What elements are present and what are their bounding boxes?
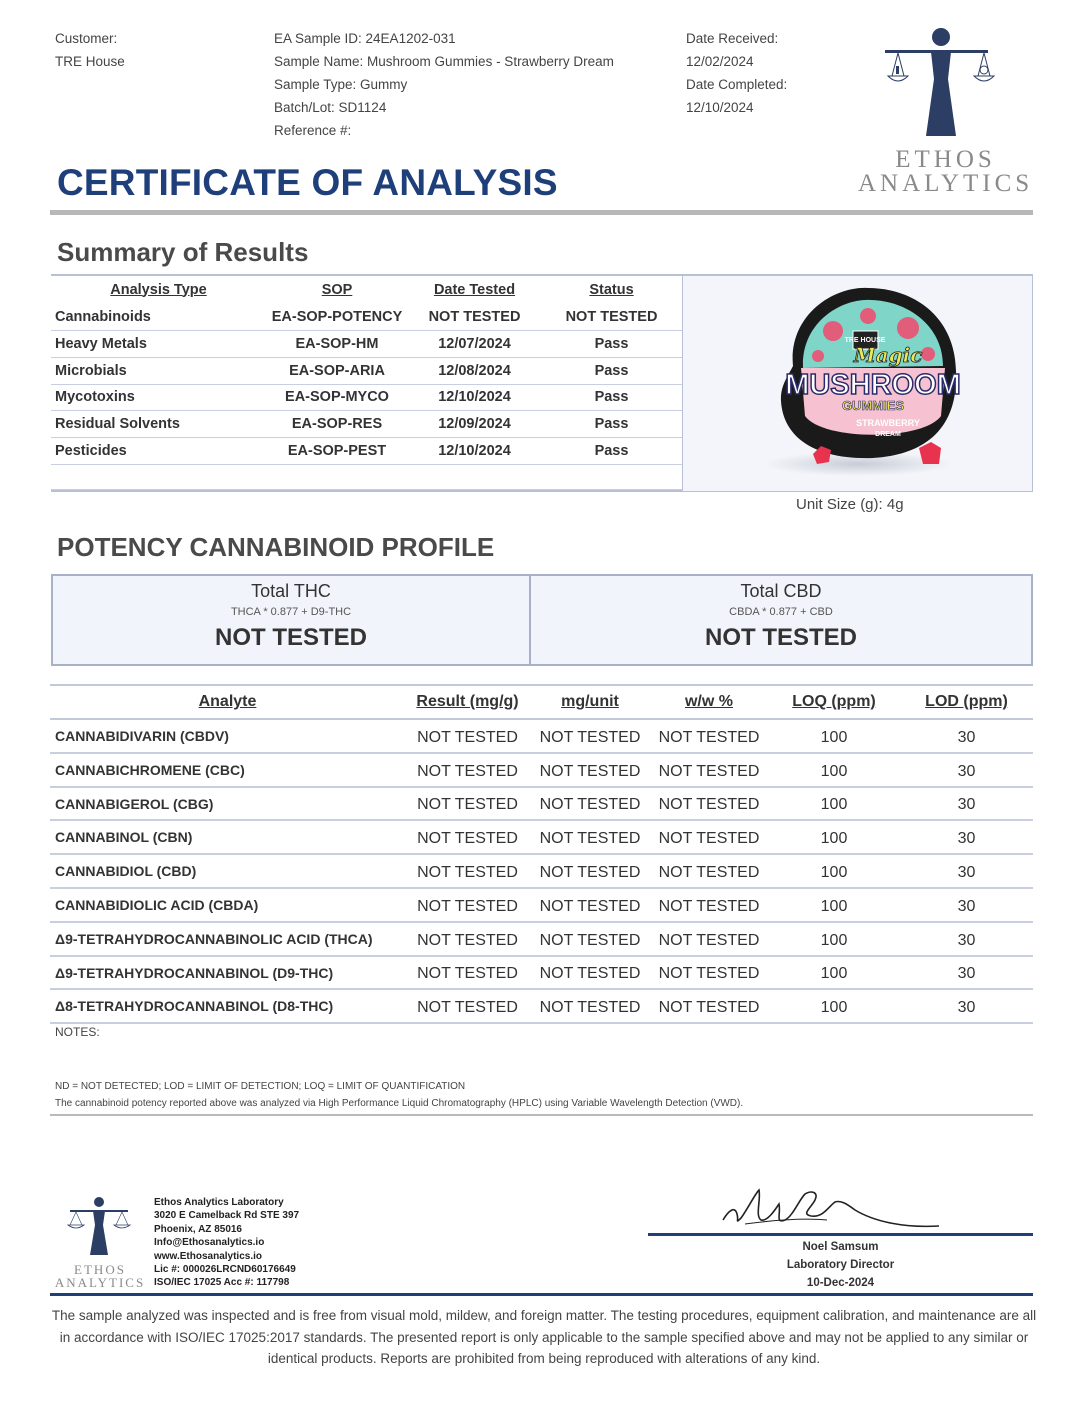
table-row-empty (51, 464, 682, 489)
sop: EA-SOP-HM (266, 331, 408, 358)
date-tested: 12/09/2024 (408, 411, 541, 438)
result: NOT TESTED (405, 854, 530, 888)
table-row (50, 922, 1033, 956)
total-cbd-formula: CBDA * 0.877 + CBD (729, 606, 833, 618)
analysis-type: Microbials (51, 357, 266, 384)
table-row (51, 384, 682, 411)
result: NOT TESTED (405, 753, 530, 787)
sample-id: EA Sample ID: 24EA1202-031 (274, 31, 456, 46)
lod: 30 (900, 922, 1033, 956)
loq: 100 (768, 753, 900, 787)
dates-block (686, 27, 787, 119)
ethos-logo (858, 24, 1033, 202)
total-thc-box (51, 574, 531, 666)
analysis-type: Residual Solvents (51, 411, 266, 438)
analyte-name: Δ9-TETRAHYDROCANNABINOL (D9-THC) (50, 956, 405, 990)
batch-lot: Batch/Lot: SD1124 (274, 100, 387, 115)
summary-header-row (51, 275, 682, 304)
signature-image (715, 1180, 945, 1232)
table-row (50, 888, 1033, 922)
mg-unit: NOT TESTED (530, 787, 650, 821)
logo-small-text (50, 1263, 150, 1289)
ww-percent: NOT TESTED (650, 719, 768, 753)
loq: 100 (768, 888, 900, 922)
pkg-sub-text: GUMMIES (841, 398, 905, 413)
product-image (682, 275, 1033, 492)
lod: 30 (900, 719, 1033, 753)
analyte-table (50, 684, 1033, 1024)
col-sop: SOP (321, 281, 353, 298)
total-thc-formula: THCA * 0.877 + D9-THC (230, 606, 352, 618)
mg-unit: NOT TESTED (530, 989, 650, 1023)
date-received-label: Date Received: (686, 31, 779, 46)
mg-unit: NOT TESTED (530, 854, 650, 888)
lod: 30 (900, 787, 1033, 821)
col-date-tested: Date Tested (433, 281, 516, 298)
sop: EA-SOP-RES (266, 411, 408, 438)
table-row (50, 956, 1033, 990)
summary-bottom-rule (51, 490, 682, 492)
unit-size: Unit Size (g): 4g (796, 496, 904, 513)
logo-text (858, 148, 1033, 196)
pkg-brand-text: TRE HOUSE (844, 337, 886, 344)
ww-percent: NOT TESTED (650, 753, 768, 787)
total-thc-value: NOT TESTED (214, 624, 367, 651)
mushroom-gummies-package-image (683, 276, 1031, 490)
table-row (51, 331, 682, 358)
ww-percent: NOT TESTED (650, 888, 768, 922)
total-cbd-box (529, 574, 1033, 666)
ww-percent: NOT TESTED (650, 989, 768, 1023)
pkg-flavor1-text: STRAWBERRY (856, 418, 920, 428)
status: Pass (541, 331, 682, 358)
signature-line (648, 1233, 1033, 1236)
customer-value: TRE House (55, 54, 125, 69)
lod: 30 (900, 989, 1033, 1023)
sop: EA-SOP-POTENCY (266, 304, 408, 331)
col-loq: LOQ (ppm) (768, 685, 900, 719)
signatory-role: Laboratory Director (786, 1259, 895, 1271)
result: NOT TESTED (405, 787, 530, 821)
lab-iso: ISO/IEC 17025 Acc #: 117798 (154, 1277, 290, 1289)
result: NOT TESTED (405, 719, 530, 753)
total-thc-title: Total THC (251, 581, 331, 601)
loq: 100 (768, 922, 900, 956)
summary-table (51, 275, 682, 490)
analysis-type: Pesticides (51, 437, 266, 464)
logo-small-line2: ANALYTICS (54, 1275, 146, 1290)
pkg-script-text: Magic (853, 343, 923, 367)
justice-figure-scales-icon (50, 1195, 150, 1257)
analyte-name: CANNABIDIOLIC ACID (CBDA) (50, 888, 405, 922)
col-analyte: Analyte (50, 685, 405, 719)
lab-website: www.Ethosanalytics.io (154, 1250, 262, 1262)
notes-label: NOTES: (55, 1025, 100, 1039)
analyte-name: Δ8-TETRAHYDROCANNABINOL (D8-THC) (50, 989, 405, 1023)
sample-name: Sample Name: Mushroom Gummies - Strawberry Dream (274, 54, 614, 69)
sop: EA-SOP-ARIA (266, 357, 408, 384)
signatory-name: Noel Samsum (802, 1241, 879, 1253)
analyte-header-row (50, 685, 1033, 719)
lod: 30 (900, 753, 1033, 787)
status: Pass (541, 411, 682, 438)
table-row (50, 989, 1033, 1023)
col-status: Status (589, 281, 634, 298)
table-row (50, 854, 1033, 888)
date-tested: NOT TESTED (408, 304, 541, 331)
analyte-name: CANNABINOL (CBN) (50, 820, 405, 854)
abbreviations-note: ND = NOT DETECTED; LOD = LIMIT OF DETECTION; LOQ = LIMIT OF QUANTIFICATION (55, 1081, 466, 1092)
ww-percent: NOT TESTED (650, 956, 768, 990)
logo-line1: ETHOS (895, 146, 996, 173)
lab-address1: 3020 E Camelback Rd STE 397 (154, 1210, 300, 1222)
analysis-type: Heavy Metals (51, 331, 266, 358)
table-row (50, 753, 1033, 787)
pkg-name-text: MUSHROOM (785, 369, 961, 401)
table-row (50, 820, 1033, 854)
lab-address2: Phoenix, AZ 85016 (154, 1223, 242, 1235)
potency-heading: POTENCY CANNABINOID PROFILE (57, 532, 495, 562)
justice-figure-scales-icon (858, 24, 1033, 149)
loq: 100 (768, 956, 900, 990)
mg-unit: NOT TESTED (530, 820, 650, 854)
title-divider (50, 210, 1033, 215)
col-mg-unit: mg/unit (530, 685, 650, 719)
method-note: The cannabinoid potency reported above was analyzed via High Performance Liquid Chromatography (HPLC) using Variable Wavelength Detection (VWD). (55, 1098, 744, 1109)
table-row (51, 411, 682, 438)
ww-percent: NOT TESTED (650, 787, 768, 821)
footer-divider (50, 1293, 1033, 1296)
result: NOT TESTED (405, 989, 530, 1023)
signature-block (648, 1238, 1033, 1292)
result: NOT TESTED (405, 922, 530, 956)
result: NOT TESTED (405, 820, 530, 854)
loq: 100 (768, 820, 900, 854)
logo-line2: ANALYTICS (858, 170, 1034, 197)
page-title: CERTIFICATE OF ANALYSIS (57, 162, 558, 203)
mg-unit: NOT TESTED (530, 888, 650, 922)
analysis-type: Mycotoxins (51, 384, 266, 411)
sample-block (274, 27, 614, 142)
customer-block (55, 27, 125, 73)
total-cbd-value: NOT TESTED (704, 624, 857, 651)
loq: 100 (768, 989, 900, 1023)
analysis-type: Cannabinoids (51, 304, 266, 331)
analyte-name: CANNABICHROMENE (CBC) (50, 753, 405, 787)
ww-percent: NOT TESTED (650, 820, 768, 854)
reference-number: Reference #: (274, 123, 352, 138)
customer-label: Customer: (55, 31, 118, 46)
sop: EA-SOP-PEST (266, 437, 408, 464)
analyte-name: CANNABIDIOL (CBD) (50, 854, 405, 888)
status: Pass (541, 384, 682, 411)
sop: EA-SOP-MYCO (266, 384, 408, 411)
date-tested: 12/10/2024 (408, 384, 541, 411)
mg-unit: NOT TESTED (530, 922, 650, 956)
col-analysis-type: Analysis Type (110, 281, 207, 298)
result: NOT TESTED (405, 888, 530, 922)
signature-date: 10-Dec-2024 (806, 1277, 875, 1289)
result: NOT TESTED (405, 956, 530, 990)
mg-unit: NOT TESTED (530, 956, 650, 990)
date-tested: 12/10/2024 (408, 437, 541, 464)
date-tested: 12/08/2024 (408, 357, 541, 384)
mg-unit: NOT TESTED (530, 719, 650, 753)
lod: 30 (900, 854, 1033, 888)
col-ww-percent: w/w % (650, 685, 768, 719)
table-row (51, 437, 682, 464)
lod: 30 (900, 956, 1033, 990)
ww-percent: NOT TESTED (650, 922, 768, 956)
lab-email: Info@Ethosanalytics.io (154, 1237, 265, 1249)
analyte-name: Δ9-TETRAHYDROCANNABINOLIC ACID (THCA) (50, 922, 405, 956)
lod: 30 (900, 820, 1033, 854)
analyte-name: CANNABIGEROL (CBG) (50, 787, 405, 821)
table-row (51, 304, 682, 331)
status: NOT TESTED (541, 304, 682, 331)
date-received: 12/02/2024 (686, 54, 754, 69)
ww-percent: NOT TESTED (650, 854, 768, 888)
date-completed-label: Date Completed: (686, 77, 788, 92)
table-row (51, 357, 682, 384)
col-lod: LOD (ppm) (900, 685, 1033, 719)
analyte-name: CANNABIDIVARIN (CBDV) (50, 719, 405, 753)
summary-heading: Summary of Results (57, 237, 309, 267)
footnote-divider (50, 1114, 1033, 1116)
date-tested: 12/07/2024 (408, 331, 541, 358)
loq: 100 (768, 719, 900, 753)
sample-type: Sample Type: Gummy (274, 77, 408, 92)
status: Pass (541, 357, 682, 384)
lab-info (154, 1196, 299, 1290)
logo-small-line1: ETHOS (74, 1262, 126, 1277)
total-cbd-title: Total CBD (740, 581, 822, 601)
ethos-logo-small (50, 1195, 150, 1293)
lab-license: Lic #: 000026LRCND60176649 (154, 1264, 296, 1276)
date-completed: 12/10/2024 (686, 100, 754, 115)
status: Pass (541, 437, 682, 464)
table-row (50, 787, 1033, 821)
lod: 30 (900, 888, 1033, 922)
lab-name: Ethos Analytics Laboratory (154, 1197, 284, 1208)
loq: 100 (768, 854, 900, 888)
table-row (50, 719, 1033, 753)
loq: 100 (768, 787, 900, 821)
mg-unit: NOT TESTED (530, 753, 650, 787)
disclaimer-text: The sample analyzed was inspected and is free from visual mold, mildew, and foreign matter. The testing procedures, equipment calibration, and maintenance are all in accordance with ISO/IEC 17025:2017 standards. The presented report is only applicable to the sample specified above and may not be applied to any similar or identical products. Reports are prohibited from being reproduced with alterations of any kind. (51, 1308, 1037, 1366)
col-result: Result (mg/g) (405, 685, 530, 719)
pkg-flavor2-text: DREAM (875, 431, 901, 438)
